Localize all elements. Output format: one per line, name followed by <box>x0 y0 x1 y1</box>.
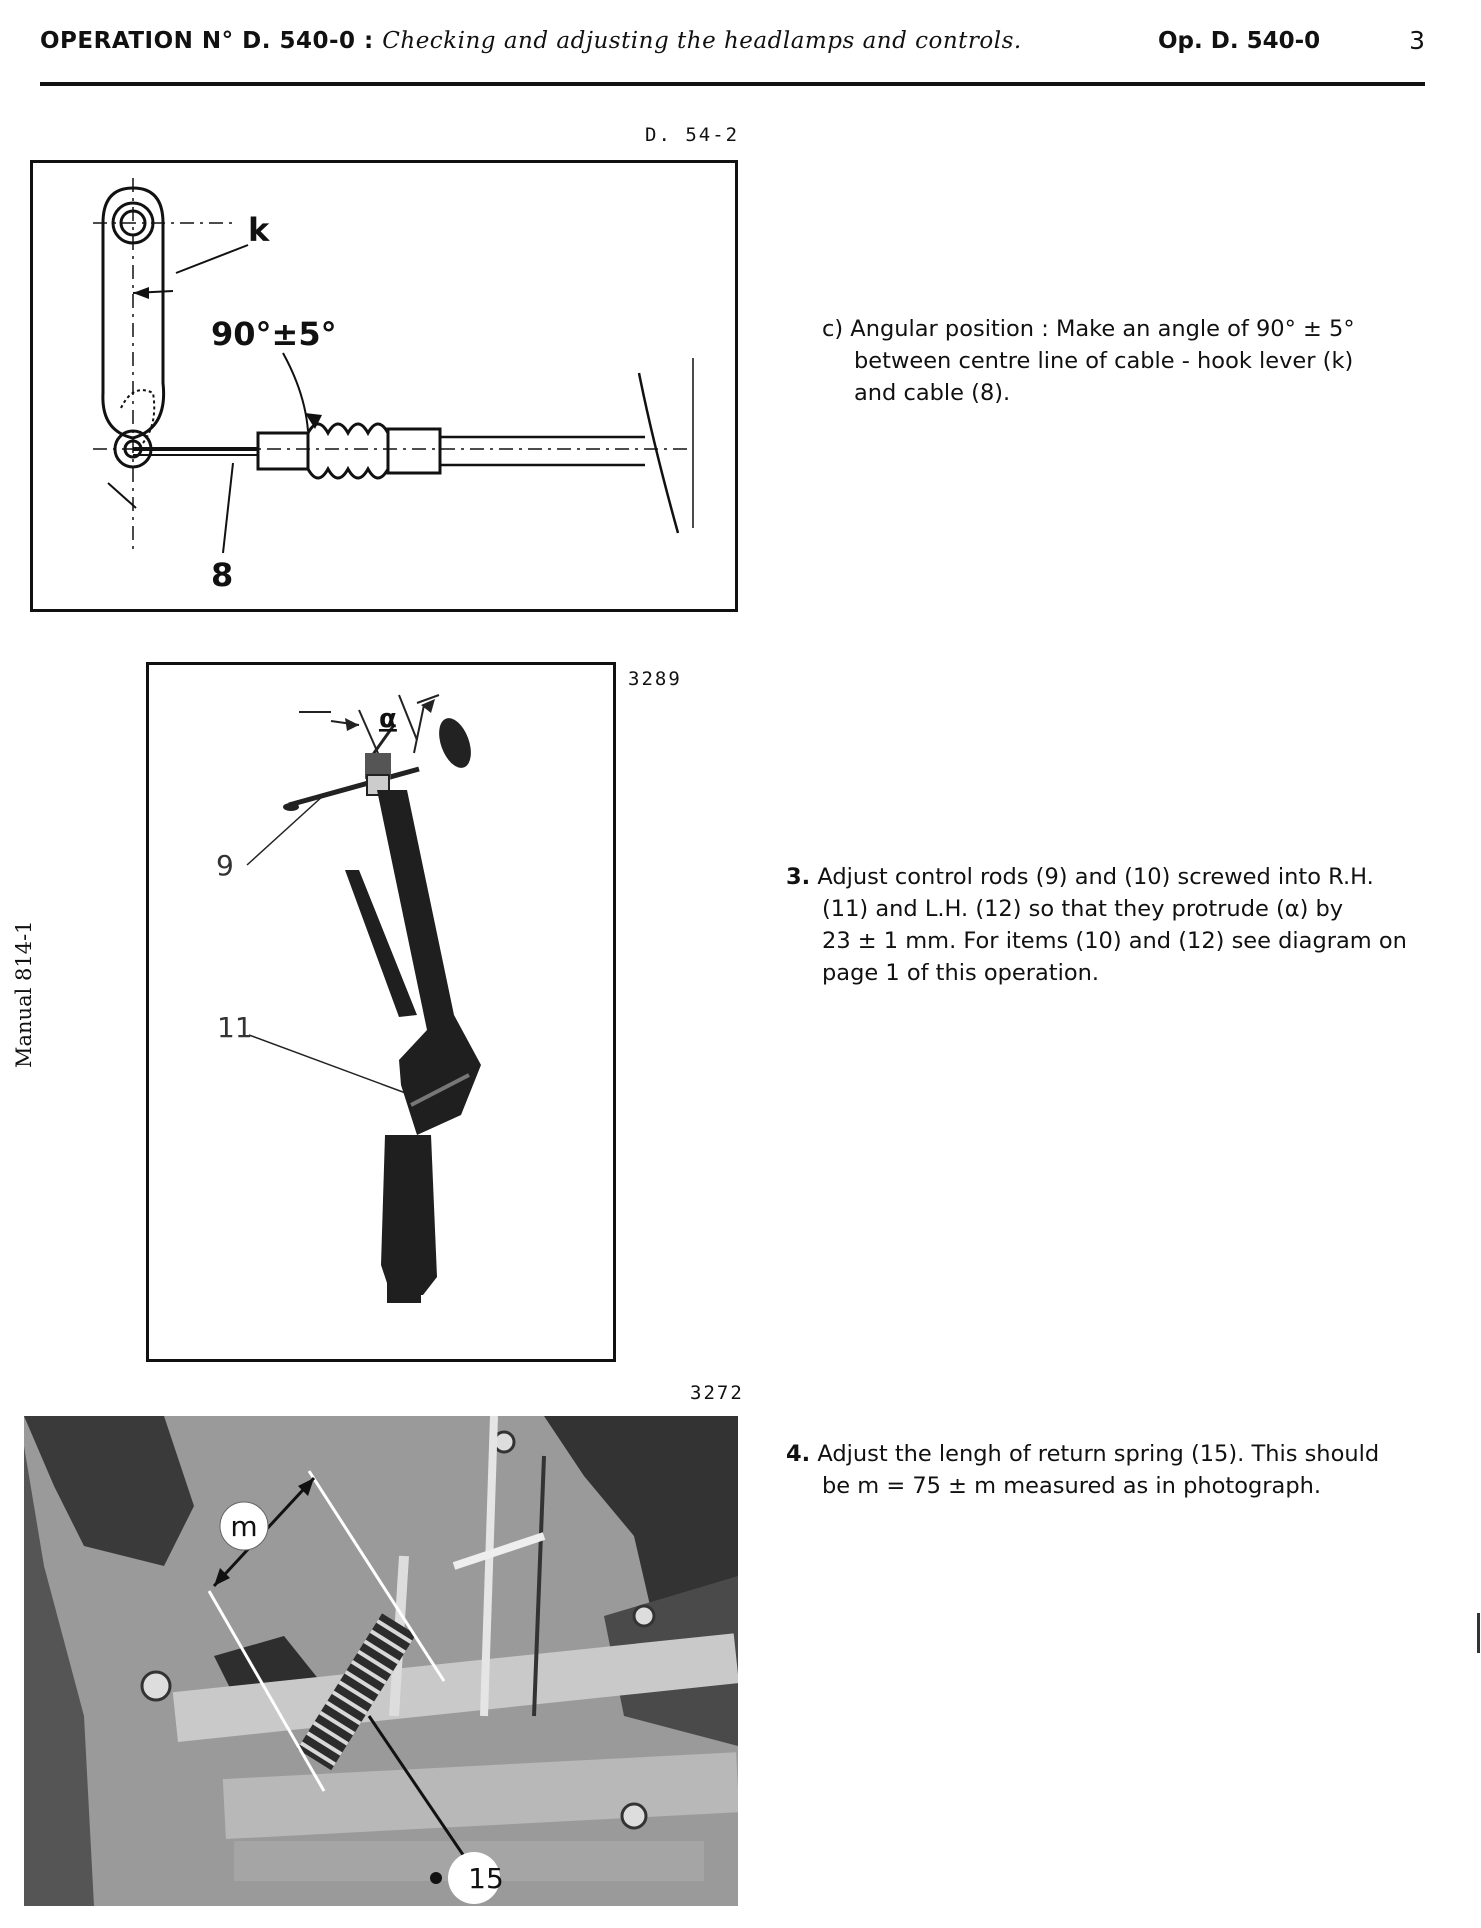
label-m: m <box>230 1510 258 1543</box>
step-3-line-4: page 1 of this operation. <box>822 960 1100 986</box>
lever-11-lower <box>381 1135 437 1295</box>
rod-knob <box>433 714 477 772</box>
step-4-line-2: be m = 75 ± m measured as in photograph. <box>822 1473 1322 1499</box>
figure-1-cable-diagram <box>30 160 738 612</box>
caption-angular-position <box>822 313 1355 409</box>
figure-3-drawing <box>24 1416 738 1906</box>
label-spring-15: 15 <box>468 1862 504 1895</box>
step-4-line-1: Adjust the lengh of return spring (15). This should <box>817 1441 1380 1467</box>
step-3-line-2: (11) and L.H. (12) so that they protrude (α) by <box>822 896 1344 922</box>
rubber-boot-bottom <box>308 469 388 478</box>
caption-step-4 <box>786 1438 1379 1502</box>
figure-2-drawing <box>149 665 613 1359</box>
figure-1-ref: D. 54-2 <box>645 124 740 146</box>
page-edge-mark <box>1477 1613 1480 1653</box>
manual-side-label: Manual 814-1 <box>12 920 36 1068</box>
step-4-number: 4. <box>786 1441 811 1467</box>
operation-label: OPERATION N° D. 540-0 : <box>40 28 374 54</box>
caption-c-line-3: and cable (8). <box>854 380 1011 406</box>
label-cable-8: 8 <box>211 556 234 594</box>
rubber-boot-top <box>308 424 388 433</box>
step-3-number: 3. <box>786 864 811 890</box>
label-lever-11: 11 <box>217 1011 253 1044</box>
label-angle: 90°±5° <box>211 315 337 353</box>
caption-c-line-1: c) Angular position : Make an angle of 90° ± 5° <box>822 316 1355 342</box>
figure-3-ref: 3272 <box>690 1382 744 1404</box>
figure-2-control-rod <box>146 662 616 1362</box>
step-3-line-3: 23 ± 1 mm. For items (10) and (12) see diagram on <box>822 928 1407 954</box>
header-divider <box>40 82 1425 86</box>
figure-1-drawing <box>33 163 735 609</box>
label-rod-9: 9 <box>216 849 234 882</box>
operation-subject: Checking and adjusting the headlamps and controls. <box>382 28 1022 54</box>
page-header <box>40 22 1425 62</box>
operation-title <box>40 28 1022 54</box>
label-alpha: α <box>379 704 397 734</box>
step-3-line-1: Adjust control rods (9) and (10) screwed into R.H. <box>817 864 1374 890</box>
label-k: k <box>248 211 270 249</box>
operation-reference: Op. D. 540-0 <box>1158 28 1321 54</box>
figure-2-ref: 3289 <box>628 668 682 690</box>
page-number: 3 <box>1409 26 1425 55</box>
caption-step-3 <box>786 861 1407 989</box>
figure-3-return-spring-photo <box>24 1416 738 1906</box>
caption-c-line-2: between centre line of cable - hook lever (k) <box>854 348 1354 374</box>
